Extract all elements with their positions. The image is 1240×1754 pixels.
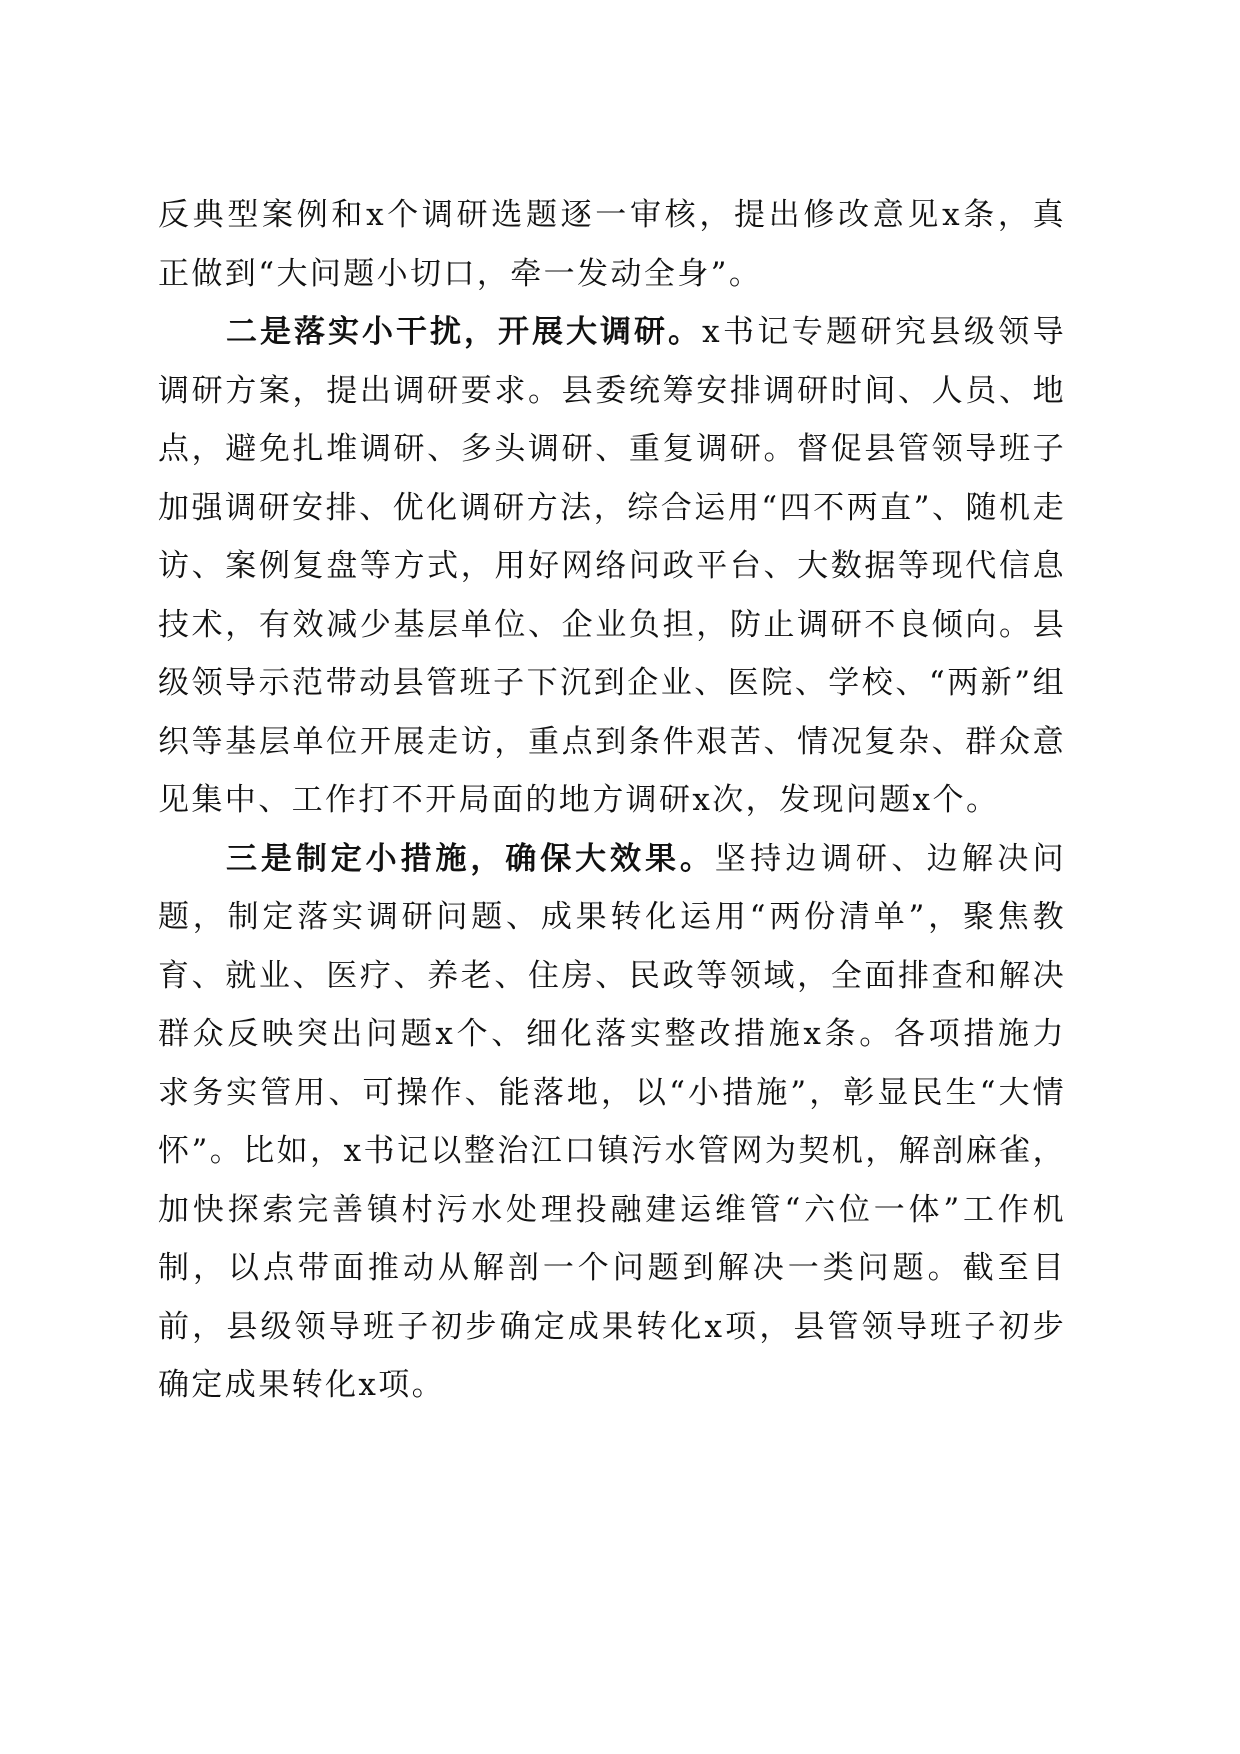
paragraph-text: x书记专题研究县级领导调研方案，提出调研要求。县委统筹安排调研时间、人员、地点，避免扎堆调研、多头调研、重复调研。督促县管领导班子加强调研安排、优化调研方法，综合运用“四不两直”、随机走访、案例复盘等方式，用好网络问政平台、大数据等现代信息技术，有效减少基层单位、企业负担，防止调研不良倾向。县级领导示范带动县管班子下沉到企业、医院、学校、“两新”组织等基层单位开展走访，重点到条件艰苦、情况复杂、群众意见集中、工作打不开局面的地方调研x次，发现问题x个。: [158, 314, 1066, 818]
paragraph-text: 坚持边调研、边解决问题，制定落实调研问题、成果转化运用“两份清单”，聚焦教育、就业、医疗、养老、住房、民政等领域，全面排查和解决群众反映突出问题x个、细化落实整改措施x条。各项措施力求务实管用、可操作、能落地，以“小措施”，彰显民生“大情怀”。比如，x书记以整治江口镇污水管网为契机，解剖麻雀，加快探索完善镇村污水处理投融建运维管“六位一体”工作机制，以点带面推动从解剖一个问题到解决一类问题。截至目前，县级领导班子初步确定成果转化x项，县管领导班子初步确定成果转化x项。: [158, 840, 1066, 1403]
document-page: [158, 186, 1066, 1415]
paragraph-text: 反典型案例和x个调研选题逐一审核，提出修改意见x条，真正做到“大问题小切口，牵一发动全身”。: [158, 197, 1066, 292]
paragraph-lead-heading: 二是落实小干扰，开展大调研。: [226, 314, 703, 350]
paragraph-second-point: [158, 303, 1066, 830]
paragraph-lead-heading: 三是制定小措施，确保大效果。: [226, 840, 715, 877]
paragraph-third-point: [158, 830, 1066, 1415]
paragraph-continuation: [158, 186, 1066, 303]
